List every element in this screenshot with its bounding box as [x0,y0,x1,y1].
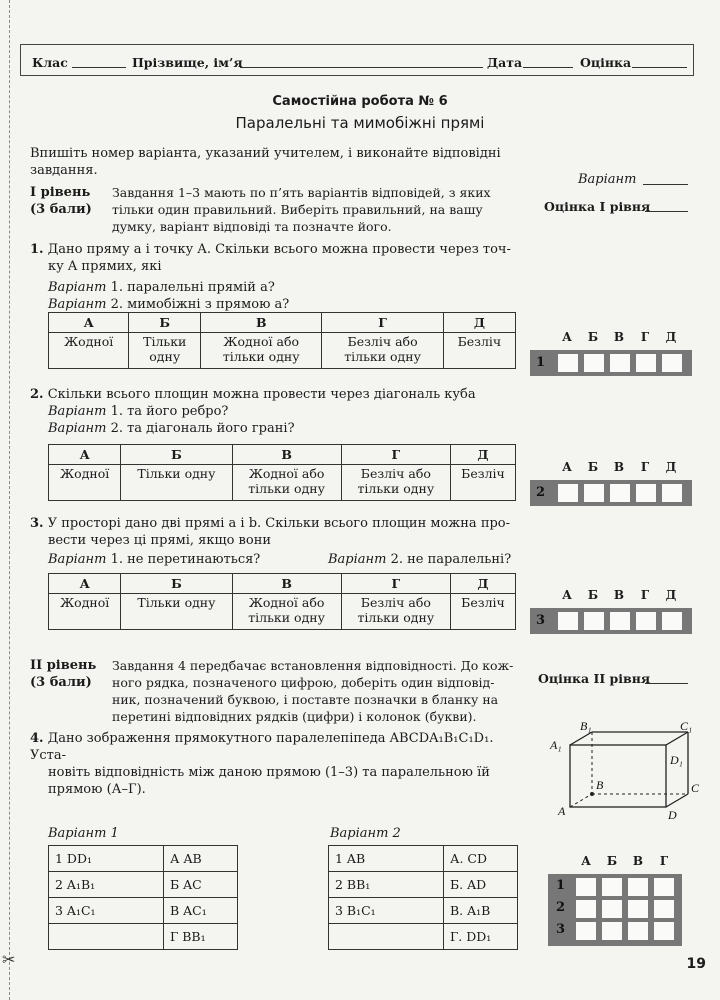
variant-1-text: 1. не перетинаються? [106,552,261,567]
class-label: Клас [32,55,68,70]
grid-column-letter: А [562,588,572,602]
level1-line: Завдання 1–3 мають по п’ять варіантів відповідей, з яких [112,185,491,200]
label-B: B [596,778,604,792]
answer-table-3 [48,573,516,630]
variant-1-text: 1. та його ребро? [106,404,229,419]
match-right-cell: В. A₁B [444,898,518,924]
match-left-cell: 2 A₁B₁ [49,872,164,898]
level1-label [30,184,92,218]
intro-line: завдання. [30,163,98,178]
level1-points: (3 бали) [30,202,92,217]
match-right-cell: В AC₁ [164,898,238,924]
question-text: Скільки всього площин можна провести через діагональ куба [47,387,476,402]
label-B1: B₁ [580,722,592,733]
option-line: Жодної або [248,466,325,481]
answer-cell[interactable] [636,484,656,502]
option-text [450,465,515,501]
question-2 [30,386,520,437]
question-1 [30,241,520,313]
class-field[interactable] [72,67,126,68]
option-line: тільки одну [248,610,325,625]
option-line: тільки одну [222,349,300,364]
option-line: тільки одну [344,349,421,364]
level2-score-label: Оцінка ІІ рівня [538,671,651,686]
option-line: Жодної або [248,595,325,610]
page-title: Паралельні та мимобіжні прямі [235,114,485,132]
grid-column-letter: Б [606,854,618,868]
grid-column-letter: Б [587,460,599,474]
answer-cell[interactable] [558,484,578,502]
label-A: A [558,804,566,818]
grid-column-letter: Г [640,588,650,602]
answer-cell[interactable] [576,900,596,918]
answer-cell[interactable] [654,878,674,896]
match-right-cell: А. CD [444,846,518,872]
level2-title: ІІ рівень [30,658,97,673]
grid-column-letter: Б [587,588,599,602]
option-letter: Д [450,445,515,465]
option-line: тільки одну [248,481,325,496]
option-line: Безліч або [347,334,418,349]
answer-cell[interactable] [610,354,630,372]
option-line: тільки одну [357,481,435,496]
grid-column-letter: Б [587,330,599,344]
option-line: Безліч [457,334,502,349]
variant-2-text: 2. не паралельні? [386,552,512,567]
option-line: Тільки [143,334,187,349]
label-D1: D₁ [670,753,683,767]
grid-column-letter: А [581,854,591,868]
parallelepiped-figure [540,722,700,822]
option-text [443,333,515,369]
option-line: Жодної або [223,334,300,349]
answer-cell[interactable] [584,612,604,630]
hidden-edge-AB [570,794,592,807]
edge-D1C1 [666,732,688,745]
option-letter: Д [443,313,515,333]
question-text: новіть відповідність між даною прямою (1–3) та паралельною їй [48,765,490,780]
question-number: 3. [30,516,44,531]
variant-label: Варіант [578,172,637,187]
option-letter: Г [341,445,450,465]
work-number: Самостійна робота № 6 [272,94,448,109]
answer-cell[interactable] [576,922,596,940]
match-left-cell: 3 B₁C₁ [329,898,444,924]
grid-column-letter: А [562,460,572,474]
grid-column-letter: В [613,330,625,344]
match-left-cell: 1 AB [329,846,444,872]
option-letter: А [49,574,121,594]
option-line: Безліч або [360,595,431,610]
match-right-cell: Б. AD [444,872,518,898]
level1-score-label: Оцінка І рівня [544,199,651,214]
point-B [590,792,594,796]
option-text [341,594,450,630]
option-text [322,333,443,369]
answer-cell[interactable] [602,878,622,896]
level2-line: ник, позначений буквою, і поставте позначки в бланку на [112,692,499,707]
answer-cell[interactable] [584,484,604,502]
option-letter: Д [450,574,515,594]
variant-1-label: Варіант [48,280,107,295]
grid-row-number: 2 [556,900,566,915]
matching-table-variant-2 [328,845,518,950]
grid-column-letter: А [562,330,572,344]
grid-column-letter: В [613,460,625,474]
option-text [129,333,201,369]
level1-title: І рівень [30,185,91,200]
question-4 [30,730,520,798]
question-number: 2. [30,387,44,402]
intro-line: Впишіть номер варіанта, указаний учителем, і виконайте відповідні [30,146,501,161]
option-text [49,594,121,630]
answer-cell[interactable] [558,612,578,630]
q4-variant-1-label: Варіант 1 [48,826,119,841]
scissors-icon: ✂ [2,950,16,969]
match-left-cell: 2 BB₁ [329,872,444,898]
level2-score-field[interactable] [645,683,688,684]
level2-line: ного рядка, позначеного цифрою, доберіть один відповід- [112,675,495,690]
question-text: вести через ці прямі, якщо вони [48,533,272,548]
option-letter: Г [341,574,450,594]
option-letter: Б [121,574,232,594]
grid-row-number: 3 [536,613,546,628]
front-face [570,745,666,807]
q3-variant-1 [48,552,260,567]
match-left-cell: 3 A₁C₁ [49,898,164,924]
option-letter: В [201,313,322,333]
grade-label: Оцінка [580,55,632,70]
option-text [341,465,450,501]
option-text [232,594,341,630]
grid-column-letter: Д [665,460,677,474]
level1-score-field[interactable] [645,211,688,212]
option-line: Жодної [60,595,110,610]
option-letter: В [232,445,341,465]
answer-cell[interactable] [628,900,648,918]
variant-1-label: Варіант [48,552,107,567]
question-text: Дано пряму a і точку A. Скільки всього можна провести через точ- [47,242,511,257]
intro-text [30,145,510,179]
grade-field[interactable] [632,67,687,68]
option-line: Безліч [461,466,505,481]
answer-cell[interactable] [628,922,648,940]
option-line: Жодної [64,334,114,349]
option-letter: А [49,313,129,333]
grid-column-letter: В [632,854,644,868]
matching-table-variant-1 [48,845,238,950]
option-text [121,594,232,630]
name-field[interactable] [240,67,483,68]
label-C: C [691,781,700,795]
grid-row-number: 1 [556,878,566,893]
option-line: одну [149,349,181,364]
grid-row-number: 2 [536,485,546,500]
option-line: Безліч або [360,466,431,481]
answer-cell[interactable] [602,900,622,918]
variant-2-text: 2. мимобіжні з прямою a? [106,297,290,312]
grid-column-letter: Д [665,330,677,344]
variant-1-label: Варіант [48,404,107,419]
match-right-cell: Б AC [164,872,238,898]
answer-cell[interactable] [636,612,656,630]
level2-description [112,657,517,725]
level2-line: перетині відповідних рядків (цифри) і колонок (букви). [112,709,477,724]
level1-description [112,184,517,235]
option-text [49,465,121,501]
answer-cell[interactable] [584,354,604,372]
date-label: Дата [487,55,523,70]
option-text [201,333,322,369]
answer-table-2 [48,444,516,501]
answer-cell[interactable] [576,878,596,896]
option-line: Безліч [461,595,505,610]
answer-cell[interactable] [610,612,630,630]
variant-1-text: 1. паралельні прямій a? [106,280,275,295]
option-line: Тільки одну [137,466,216,481]
question-text: У просторі дано дві прямі a і b. Скільки всього площин можна про- [47,516,511,531]
answer-cell[interactable] [662,484,682,502]
match-right-cell: Г. DD₁ [444,924,518,950]
option-line: тільки одну [357,610,435,625]
answer-cell[interactable] [654,922,674,940]
variant-2-text: 2. та діагональ його грані? [106,421,295,436]
answer-cell[interactable] [662,354,682,372]
option-line: Тільки одну [137,595,216,610]
option-letter: Б [121,445,232,465]
option-text [121,465,232,501]
option-letter: А [49,445,121,465]
question-number: 4. [30,731,44,746]
option-letter: Г [322,313,443,333]
option-line: Жодної [60,466,110,481]
question-text: прямою (А–Г). [48,782,146,797]
q3-variant-2 [328,552,511,567]
name-label: Прізвище, ім’я [132,55,243,70]
level2-points: (3 бали) [30,675,92,690]
grid-row-number: 3 [556,922,566,937]
answer-cell[interactable] [558,354,578,372]
level1-line: тільки один правильний. Виберіть правильний, на вашу [112,202,483,217]
grid-column-letter: В [613,588,625,602]
answer-cell[interactable] [628,878,648,896]
option-text [49,333,129,369]
grid-row-number: 1 [536,355,546,370]
label-A1: A₁ [550,738,562,752]
q4-variant-2-label: Варіант 2 [330,826,401,841]
question-3 [30,515,520,549]
match-right-cell: А AB [164,846,238,872]
level2-label [30,657,96,691]
option-letter: Б [129,313,201,333]
match-right-cell: Г BB₁ [164,924,238,950]
answer-cell[interactable] [636,354,656,372]
match-left-cell: 1 DD₁ [49,846,164,872]
date-field[interactable] [523,67,573,68]
edge-A1B1 [570,732,592,745]
edge-DC [666,794,688,807]
grid-column-letter: Г [659,854,669,868]
label-C1: C₁ [680,722,693,733]
variant-field[interactable] [643,184,688,185]
answer-cell[interactable] [654,900,674,918]
option-letter: В [232,574,341,594]
answer-cell[interactable] [662,612,682,630]
question-number: 1. [30,242,44,257]
option-text [232,465,341,501]
grid-column-letter: Г [640,460,650,474]
variant-2-label: Варіант [48,297,107,312]
answer-cell[interactable] [610,484,630,502]
question-text: Дано зображення прямокутного паралелепіпеда ABCDA₁B₁C₁D₁. Уста- [30,731,494,763]
grid-column-letter: Д [665,588,677,602]
option-text [450,594,515,630]
grid-column-letter: Г [640,330,650,344]
variant-2-label: Варіант [48,421,107,436]
match-left-cell [329,924,444,950]
answer-table-1 [48,312,516,369]
answer-cell[interactable] [602,922,622,940]
level2-line: Завдання 4 передбачає встановлення відповідності. До кож- [112,658,514,673]
cut-line [9,0,10,1000]
match-left-cell [49,924,164,950]
question-text: ку A прямих, які [48,259,162,274]
label-D: D [668,808,677,822]
variant-2-label: Варіант [328,552,387,567]
level1-line: думку, варіант відповіді та позначте його. [112,219,392,234]
page-number: 19 [686,956,706,972]
